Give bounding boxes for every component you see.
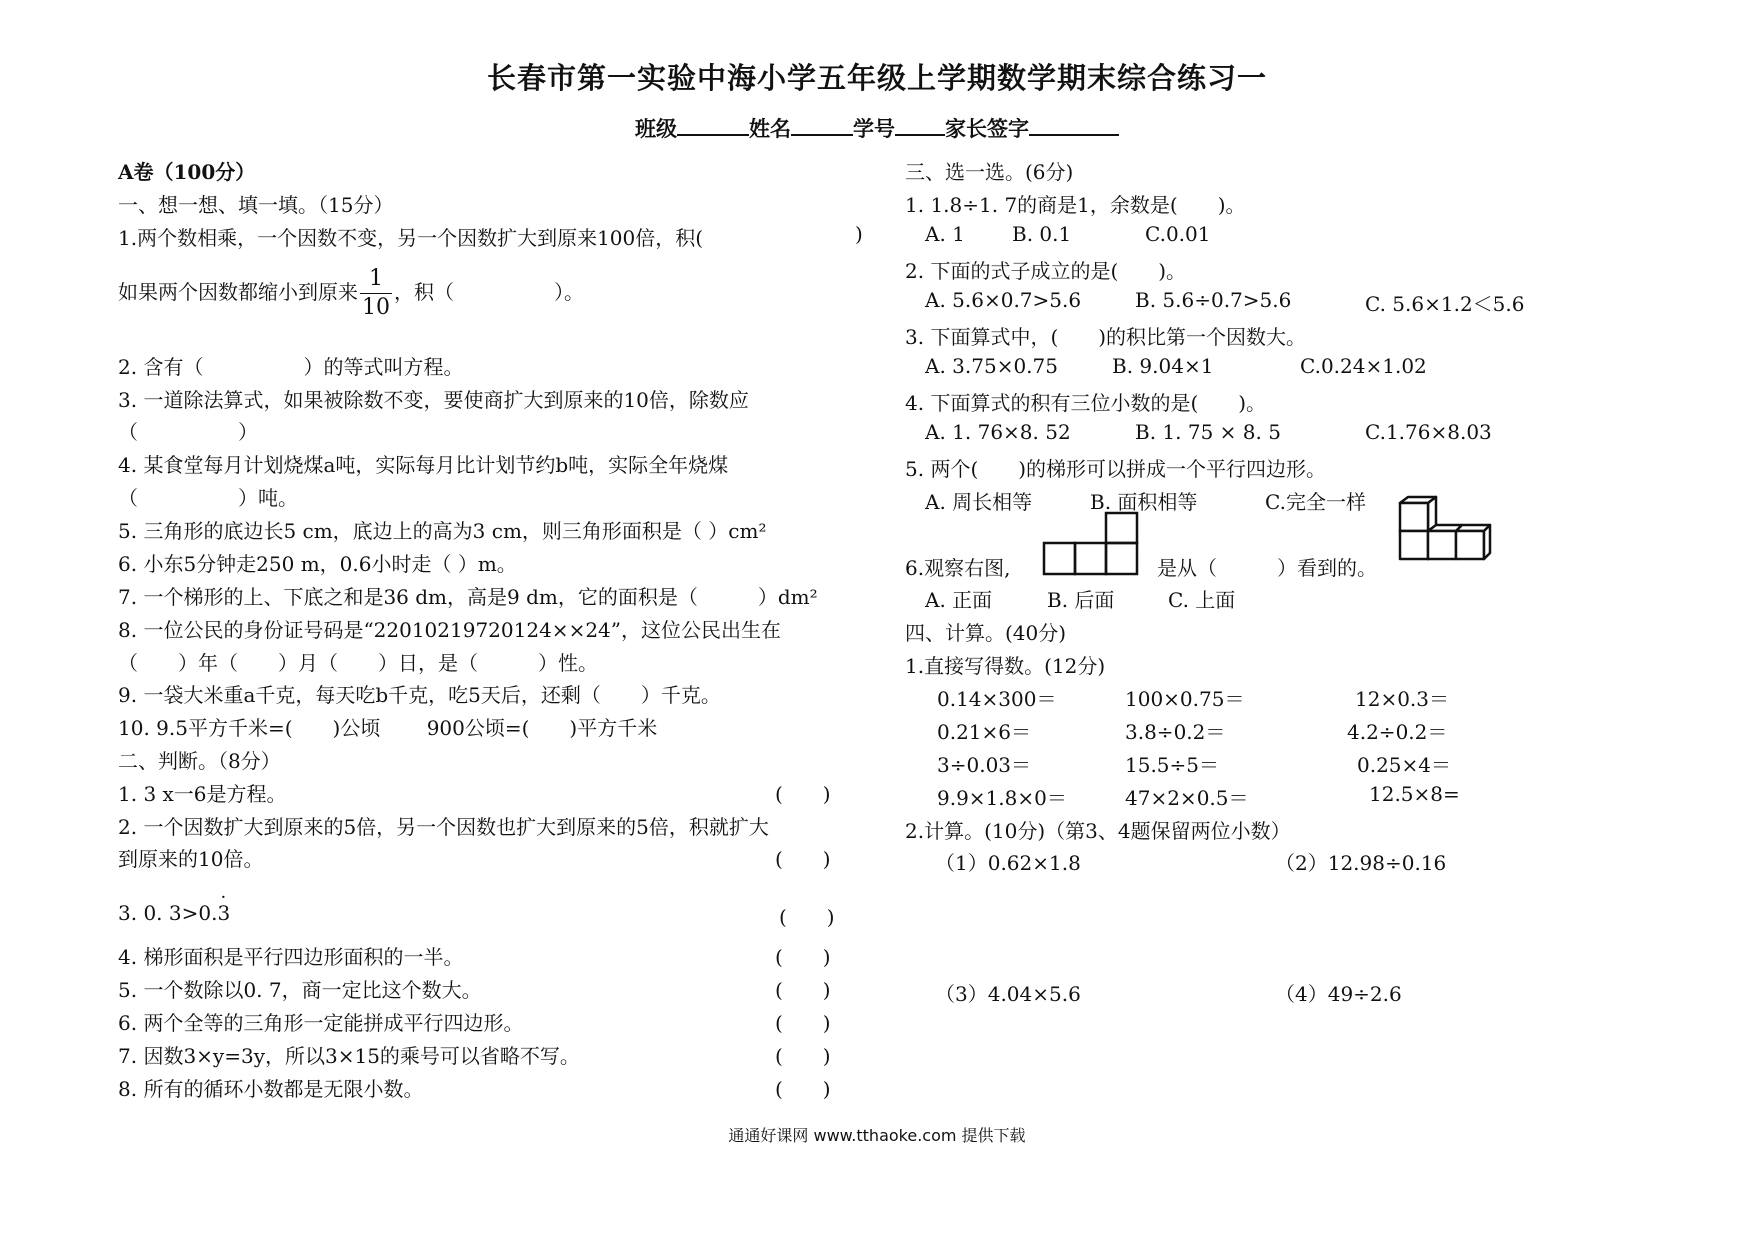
s2-q2-line1: 2. 一个因数扩大到原来的5倍，另一个因数也扩大到原来的5倍，积就扩大	[118, 815, 769, 839]
s1-q4-line1: 4. 某食堂每月计划烧煤a吨，实际每月比计划节约b吨，实际全年烧煤	[118, 453, 729, 477]
section2-header: 二、判断。（8分）	[118, 749, 281, 773]
s2-q5: 5. 一个数除以0. 7，商一定比这个数大。	[118, 978, 482, 1002]
s1-q1-line1: 1.两个数相乘，一个因数不变，另一个因数扩大到原来100倍，积(	[118, 226, 704, 250]
view-figure-icon	[1042, 511, 1140, 577]
s2-q5-answer-paren: ( )	[775, 978, 831, 1002]
s1-q1-line2-post: ，积（ ）。	[394, 280, 584, 304]
calc-item: 0.21×6＝	[937, 720, 1032, 744]
s2-q4: 4. 梯形面积是平行四边形面积的一半。	[118, 945, 464, 969]
s2-q3-answer-paren: ( )	[779, 905, 835, 929]
fraction-denominator: 10	[362, 295, 390, 320]
calc-item: 0.25×4＝	[1357, 753, 1452, 777]
class-blank	[677, 114, 749, 136]
s3-q6-option-a: A. 正面	[925, 588, 993, 612]
sign-label: 家长签字	[945, 116, 1029, 141]
s4-sub1: 1.直接写得数。(12分)	[905, 654, 1106, 678]
student-info-line	[0, 113, 1754, 143]
calc-item: 47×2×0.5＝	[1125, 786, 1249, 810]
s2-q8: 8. 所有的循环小数都是无限小数。	[118, 1077, 424, 1101]
s1-q9: 9. 一袋大米重a千克，每天吃b千克，吃5天后，还剩（ ）千克。	[118, 683, 721, 707]
s3-q6-option-b: B. 后面	[1047, 588, 1115, 612]
cube-stack-icon	[1398, 495, 1500, 567]
sign-blank	[1029, 114, 1119, 136]
id-blank	[895, 114, 945, 136]
name-blank	[791, 114, 853, 136]
s2-q7-answer-paren: ( )	[775, 1044, 831, 1068]
section4-header: 四、计算。(40分)	[905, 621, 1067, 645]
s3-q3-option-b: B. 9.04×1	[1112, 354, 1214, 378]
s2-q3	[118, 901, 230, 925]
calc-item: 3.8÷0.2＝	[1125, 720, 1226, 744]
calc-item: 12.5×8=	[1369, 782, 1460, 806]
s3-q5-option-b: B. 面积相等	[1090, 490, 1198, 514]
calc-item: 4.2÷0.2＝	[1347, 720, 1448, 744]
s1-q5: 5. 三角形的底边长5 cm，底边上的高为3 cm，则三角形面积是（ ）cm²	[118, 519, 767, 543]
s3-q4-option-a: A. 1. 76×8. 52	[925, 420, 1071, 444]
s1-q8-line1: 8. 一位公民的身份证号码是“22010219720124××24”，这位公民出生在	[118, 618, 781, 642]
s3-q2-option-a: A. 5.6×0.7>5.6	[925, 288, 1082, 312]
s3-q3-option-c: C.0.24×1.02	[1300, 354, 1427, 378]
s3-q6-prefix: 6.观察右图,	[905, 556, 1011, 580]
s3-q2-option-b: B. 5.6÷0.7>5.6	[1135, 288, 1292, 312]
s2-q1-answer-paren: ( )	[775, 782, 831, 806]
footer-credit: 通通好课网 www.tthaoke.com 提供下载	[728, 1126, 1026, 1145]
page-title: 长春市第一实验中海小学五年级上学期数学期末综合练习一	[486, 61, 1267, 95]
calc-problem-1: （1）0.62×1.8	[935, 851, 1081, 875]
s2-q6-answer-paren: ( )	[775, 1011, 831, 1035]
s1-q3-line2: （ ）	[118, 420, 258, 444]
s1-q1-line2	[118, 268, 584, 319]
s1-q7: 7. 一个梯形的上、下底之和是36 dm，高是9 dm，它的面积是（ ）dm²	[118, 585, 818, 609]
s3-q5-option-a: A. 周长相等	[925, 490, 1033, 514]
s3-q2: 2. 下面的式子成立的是( )。	[905, 259, 1187, 283]
s1-q1-line2-pre: 如果两个因数都缩小到原来	[118, 280, 358, 304]
s3-q1-option-c: C.0.01	[1145, 222, 1211, 246]
calc-problem-2: （2）12.98÷0.16	[1275, 851, 1447, 875]
s1-q4-line2: （ ）吨。	[118, 486, 298, 510]
s3-q3-option-a: A. 3.75×0.75	[925, 354, 1058, 378]
s3-q2-option-c: C. 5.6×1.2＜5.6	[1365, 292, 1525, 316]
s3-q6-suffix: 是从（ ）看到的。	[1157, 556, 1377, 580]
s3-q4: 4. 下面算式的积有三位小数的是( )。	[905, 391, 1267, 415]
fraction-one-tenth	[360, 268, 392, 319]
volume-a-header: A卷（100分）	[118, 160, 256, 184]
s3-q5: 5. 两个( )的梯形可以拼成一个平行四边形。	[905, 457, 1327, 481]
name-label: 姓名	[749, 116, 791, 141]
calc-problem-4: （4）49÷2.6	[1275, 982, 1402, 1006]
section3-header: 三、选一选。(6分)	[905, 160, 1074, 184]
s1-q10: 10. 9.5平方千米=( )公顷 900公顷=( )平方千米	[118, 716, 658, 740]
calc-item: 3÷0.03＝	[937, 753, 1032, 777]
s2-q7: 7. 因数3×y=3y，所以3×15的乘号可以省略不写。	[118, 1044, 580, 1068]
section1-header: 一、想一想、填一填。（15分）	[118, 193, 394, 217]
class-label: 班级	[635, 116, 677, 141]
s3-q1-option-b: B. 0.1	[1012, 222, 1072, 246]
s3-q5-option-c: C.完全一样	[1265, 490, 1366, 514]
calc-item: 0.14×300＝	[937, 687, 1057, 711]
s1-q2: 2. 含有（ ）的等式叫方程。	[118, 355, 464, 379]
s1-q8-line2: （ ）年（ ）月（ ）日，是（ ）性。	[118, 651, 598, 675]
s2-q2-line2: 到原来的10倍。	[118, 847, 264, 871]
s2-q8-answer-paren: ( )	[775, 1077, 831, 1101]
s2-q3-repeating-digit: · 3	[217, 901, 230, 925]
calc-item: 9.9×1.8×0＝	[937, 786, 1067, 810]
calc-item: 15.5÷5＝	[1125, 753, 1220, 777]
s3-q1: 1. 1.8÷1. 7的商是1，余数是( )。	[905, 193, 1246, 217]
id-label: 学号	[853, 116, 895, 141]
s1-q1-close-paren: )	[855, 222, 863, 246]
s2-q6: 6. 两个全等的三角形一定能拼成平行四边形。	[118, 1011, 524, 1035]
calc-item: 100×0.75＝	[1125, 687, 1245, 711]
calc-item: 12×0.3＝	[1355, 687, 1450, 711]
calc-problem-3: （3）4.04×5.6	[935, 982, 1081, 1006]
s3-q1-option-a: A. 1	[925, 222, 965, 246]
s3-q4-option-c: C.1.76×8.03	[1365, 420, 1492, 444]
s2-q1: 1. 3 x一6是方程。	[118, 782, 287, 806]
s1-q6: 6. 小东5分钟走250 m，0.6小时走（ ）m。	[118, 552, 517, 576]
s3-q6-option-c: C. 上面	[1168, 588, 1236, 612]
s2-q3-text: 3. 0. 3>0.	[118, 901, 218, 925]
s2-q4-answer-paren: ( )	[775, 945, 831, 969]
s3-q4-option-b: B. 1. 75 × 8. 5	[1135, 420, 1281, 444]
s3-q3: 3. 下面算式中，( )的积比第一个因数大。	[905, 325, 1307, 349]
fraction-numerator: 1	[369, 266, 383, 291]
s4-sub2: 2.计算。(10分)（第3、4题保留两位小数）	[905, 819, 1291, 843]
s2-q2-answer-paren: ( )	[775, 847, 831, 871]
s1-q3-line1: 3. 一道除法算式，如果被除数不变，要使商扩大到原来的10倍，除数应	[118, 388, 749, 412]
